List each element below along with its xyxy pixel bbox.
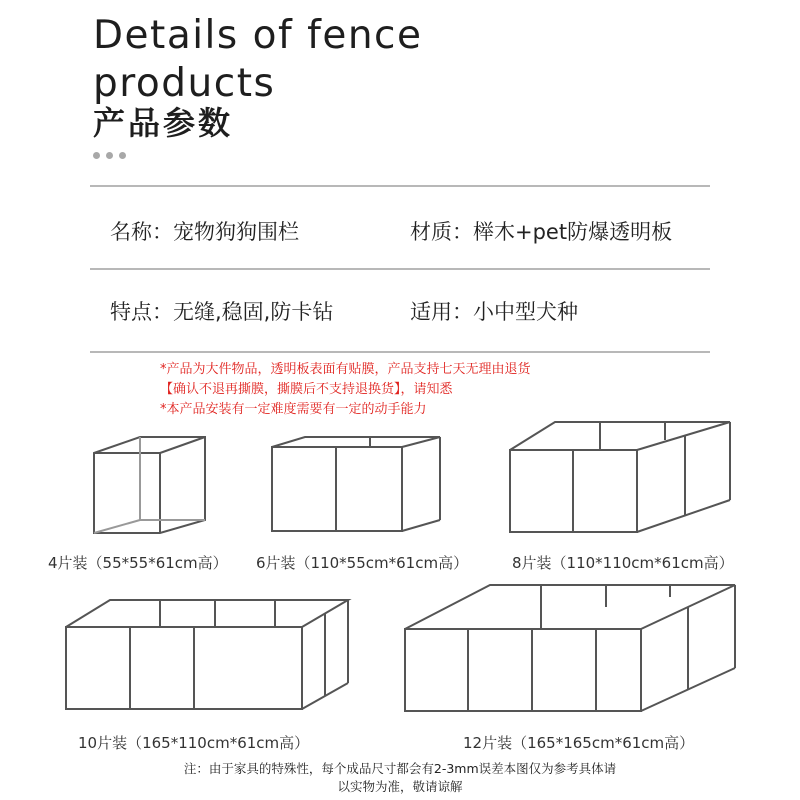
fence-6-panel-diagram xyxy=(272,437,440,531)
caption-8-panel: 8片装（110*110cm*61cm高） xyxy=(512,554,734,572)
caption-6-panel: 6片装（110*55cm*61cm高） xyxy=(256,554,469,572)
spec-material: 材质：榉木+pet防爆透明板 xyxy=(410,220,673,244)
fence-10-panel-diagram xyxy=(66,600,348,709)
spec-name: 名称：宠物狗狗围栏 xyxy=(110,220,299,244)
footer-line-2: 以实物为准，敬请谅解 xyxy=(337,779,463,794)
page-title-en: Details of fence products xyxy=(93,13,423,106)
footer-disclaimer xyxy=(0,760,800,796)
fence-12-panel-diagram xyxy=(405,585,735,711)
notice-return-policy: *产品为大件物品，透明板表面有贴膜，产品支持七天无理由退货 xyxy=(160,362,531,377)
caption-12-panel: 12片装（165*165cm*61cm高） xyxy=(463,734,695,752)
notice-film-warning: 【确认不退再撕膜，撕膜后不支持退换货】，请知悉 xyxy=(160,382,453,397)
caption-10-panel: 10片装（165*110cm*61cm高） xyxy=(78,734,310,752)
notice-installation: *本产品安装有一定难度需要有一定的动手能力 xyxy=(160,402,427,417)
spec-feature: 特点：无缝,稳固,防卡钻 xyxy=(110,300,334,324)
page-title-cn: 产品参数 xyxy=(93,104,234,142)
caption-4-panel: 4片装（55*55*61cm高） xyxy=(48,554,228,572)
fence-8-panel-diagram xyxy=(510,422,730,532)
footer-line-1: 注：由于家具的特殊性，每个成品尺寸都会有2-3mm误差本图仅为参考具体请 xyxy=(183,761,617,776)
spec-usage: 适用：小中型犬种 xyxy=(410,300,578,324)
fence-4-panel-diagram xyxy=(94,437,205,533)
